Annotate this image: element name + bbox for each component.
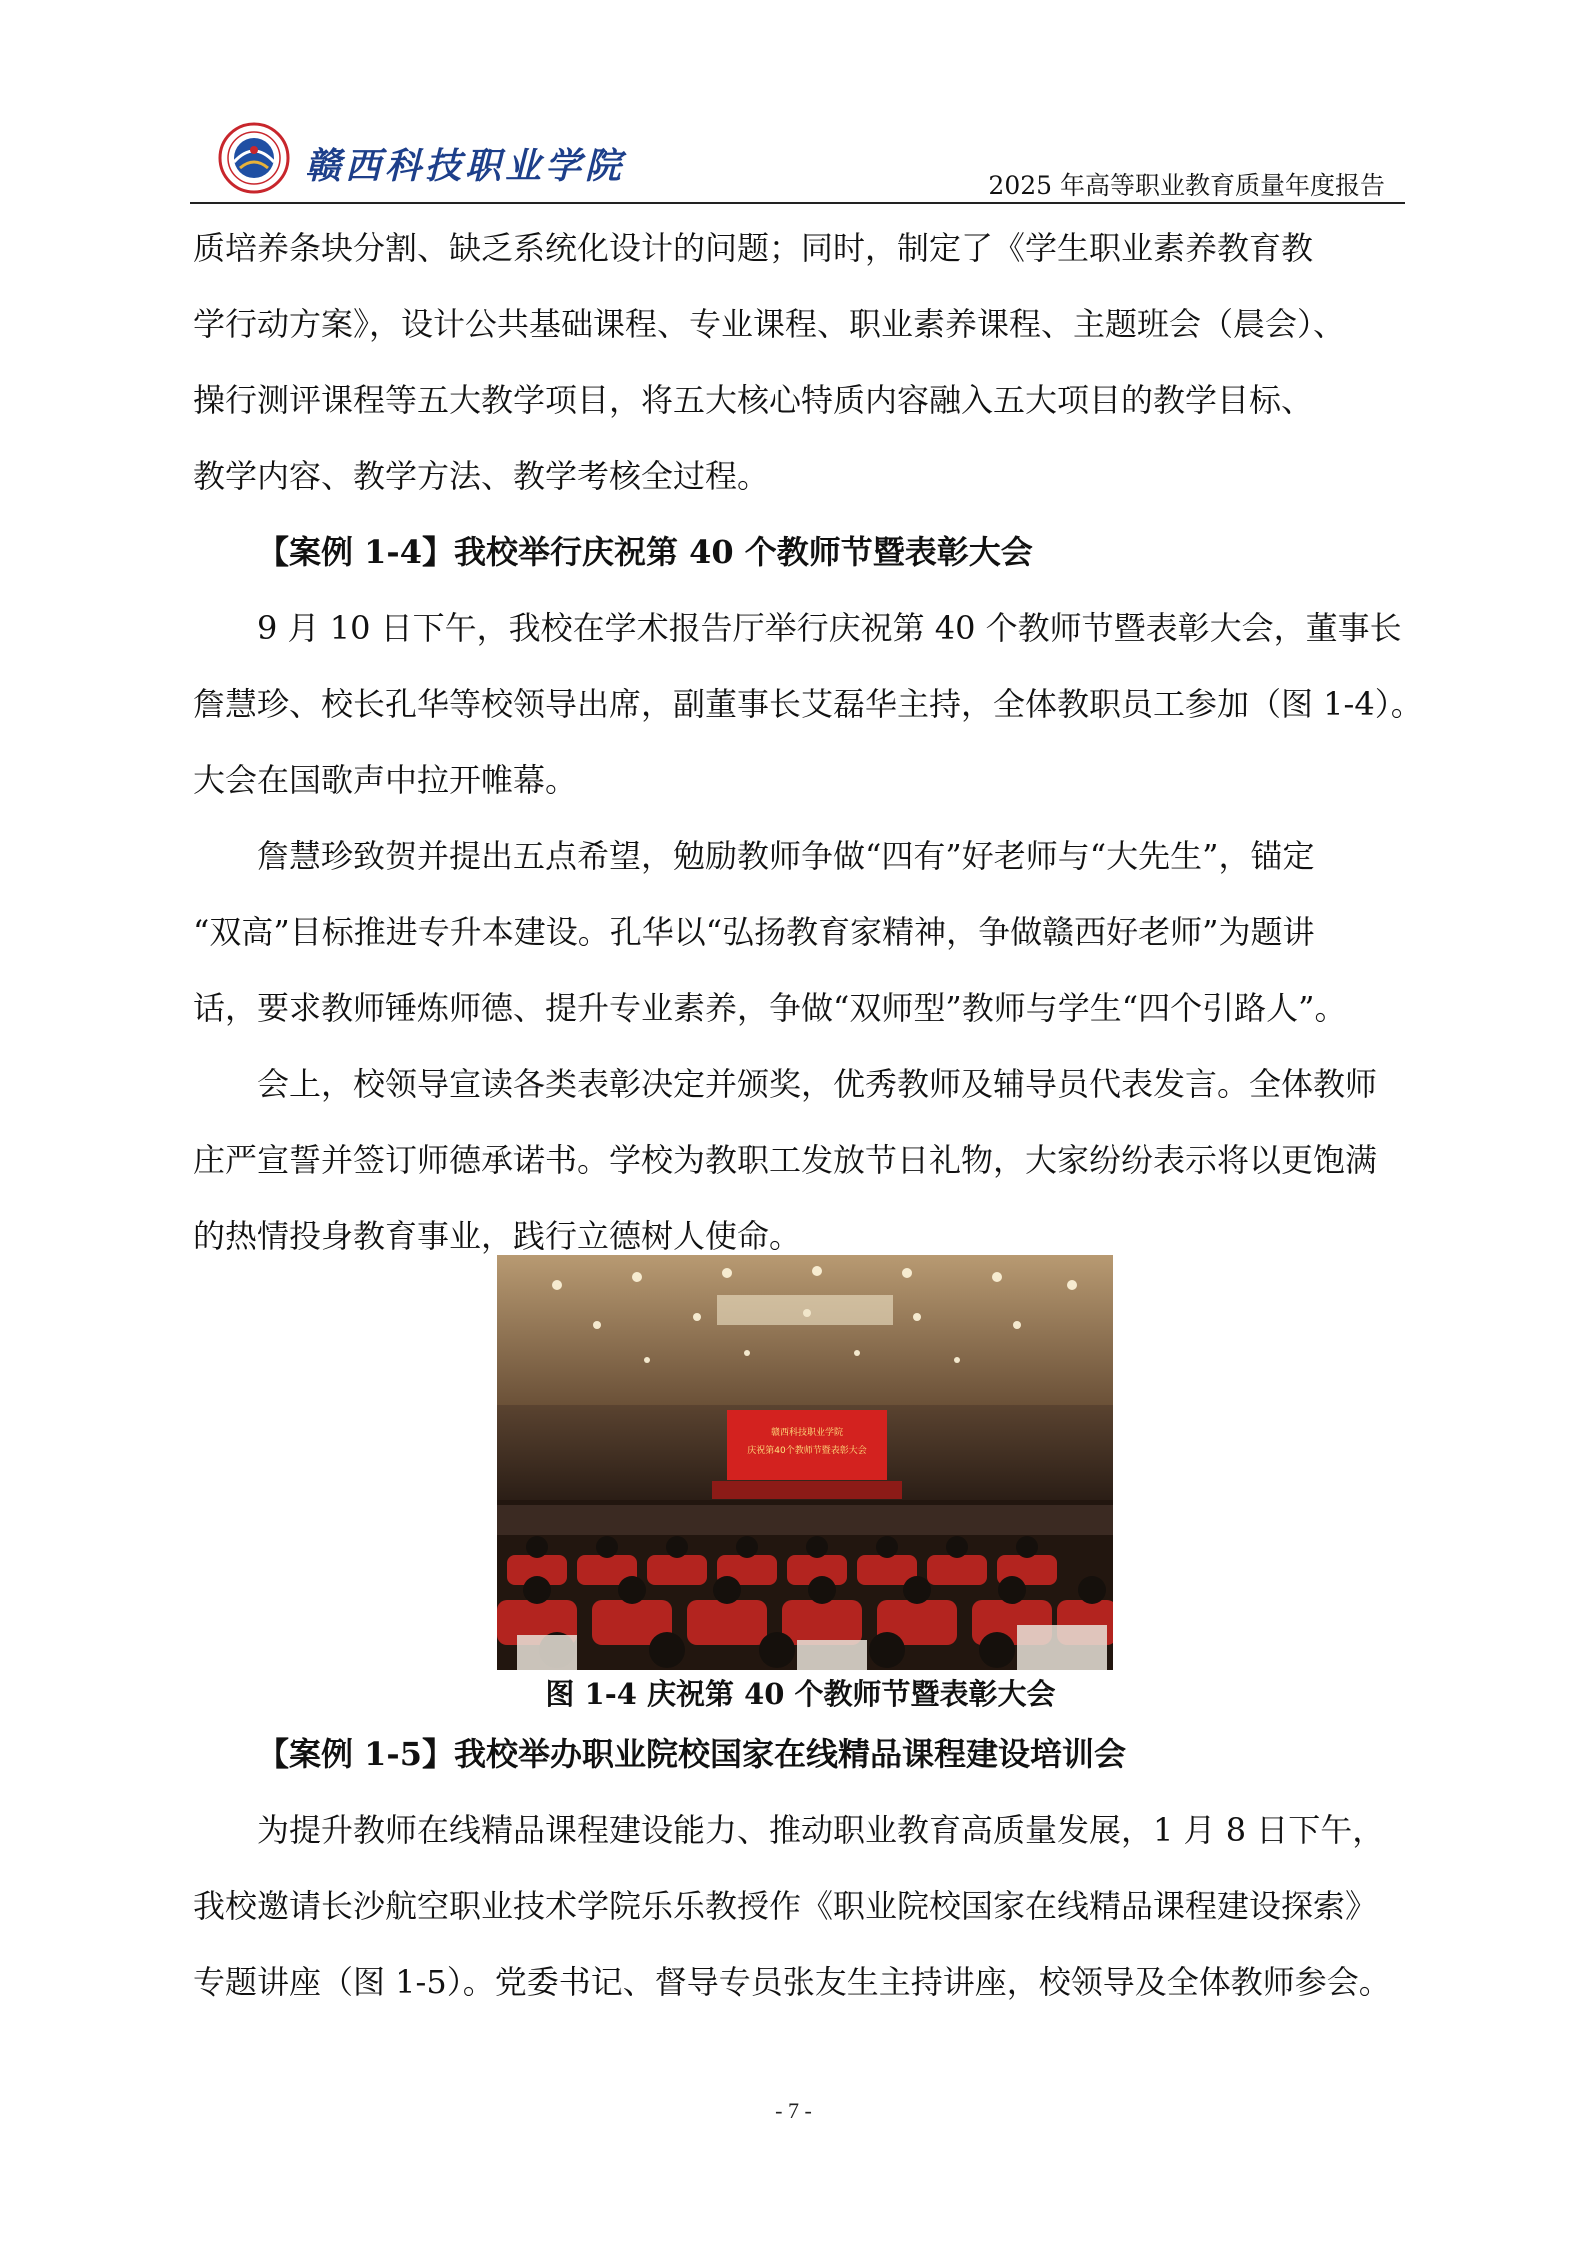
banner-line: 赣西科技职业学院 (770, 1428, 844, 1438)
page-header (190, 116, 1405, 204)
text-line: 质培养条块分割、缺乏系统化设计的问题；同时，制定了《学生职业素养教育教 (193, 229, 1314, 267)
banner-line: 庆祝第40个教师节暨表彰大会 (747, 1446, 867, 1456)
text-line: 操行测评课程等五大教学项目，将五大核心特质内容融入五大项目的教学目标、 (193, 381, 1314, 419)
case-heading-1-5: 【案例 1-5】我校举办职业院校国家在线精品课程建设培训会 (257, 1735, 1126, 1773)
text-line: 会上，校领导宣读各类表彰决定并颁奖，优秀教师及辅导员代表发言。全体教师 (257, 1065, 1378, 1103)
page-content-lower (193, 1716, 1408, 2020)
text-line: 詹慧珍致贺并提出五点希望，勉励教师争做“四有”好老师与“大先生”，锚定 (257, 837, 1315, 875)
text-line: “双高”目标推进专升本建设。孔华以“弘扬教育家精神，争做赣西好老师”为题讲 (193, 913, 1315, 951)
figure-caption: 图 1-4 庆祝第 40 个教师节暨表彰大会 (545, 1677, 1056, 1711)
school-seal-logo (218, 122, 290, 194)
paragraph-continued (193, 210, 1408, 514)
case-heading-1-4: 【案例 1-4】我校举行庆祝第 40 个教师节暨表彰大会 (257, 533, 1033, 571)
text-line: 教学内容、教学方法、教学考核全过程。 (193, 457, 770, 495)
text-line: 9 月 10 日下午，我校在学术报告厅举行庆祝第 40 个教师节暨表彰大会，董事长 (257, 609, 1402, 647)
paragraph-awards (193, 1046, 1408, 1274)
figure-photo-auditorium (497, 1255, 1113, 1670)
text-line: 话，要求教师锤炼师德、提升专业素养，争做“双师型”教师与学生“四个引路人”。 (193, 989, 1347, 1027)
auditorium-photo (497, 1255, 1113, 1670)
text-line: 专题讲座（图 1-5）。党委书记、督导专员张友生主持讲座，校领导及全体教师参会。 (193, 1963, 1391, 2001)
text-line: 我校邀请长沙航空职业技术学院乐乐教授作《职业院校国家在线精品课程建设探索》 (193, 1887, 1378, 1925)
text-line: 为提升教师在线精品课程建设能力、推动职业教育高质量发展，1 月 8 日下午， (257, 1811, 1385, 1849)
page-content (193, 210, 1423, 1274)
text-line: 庄严宣誓并签订师德承诺书。学校为教职工发放节日礼物，大家纷纷表示将以更饱满 (193, 1141, 1378, 1179)
paragraph-speech (193, 818, 1408, 1046)
text-line: 詹慧珍、校长孔华等校领导出席，副董事长艾磊华主持，全体教职员工参加（图 1-4）。 (193, 685, 1423, 723)
text-line: 的热情投身教育事业，践行立德树人使命。 (193, 1217, 802, 1255)
school-name: 赣西科技职业学院 (305, 145, 626, 187)
paragraph-training (193, 1792, 1408, 2020)
text-line: 大会在国歌声中拉开帷幕。 (193, 761, 578, 799)
page-number: - 7 - (775, 2098, 812, 2123)
text-line: 学行动方案》，设计公共基础课程、专业课程、职业素养课程、主题班会（晨会）、 (193, 305, 1346, 343)
paragraph-event-intro (193, 590, 1423, 818)
report-title: 2025 年高等职业教育质量年度报告 (988, 171, 1385, 200)
